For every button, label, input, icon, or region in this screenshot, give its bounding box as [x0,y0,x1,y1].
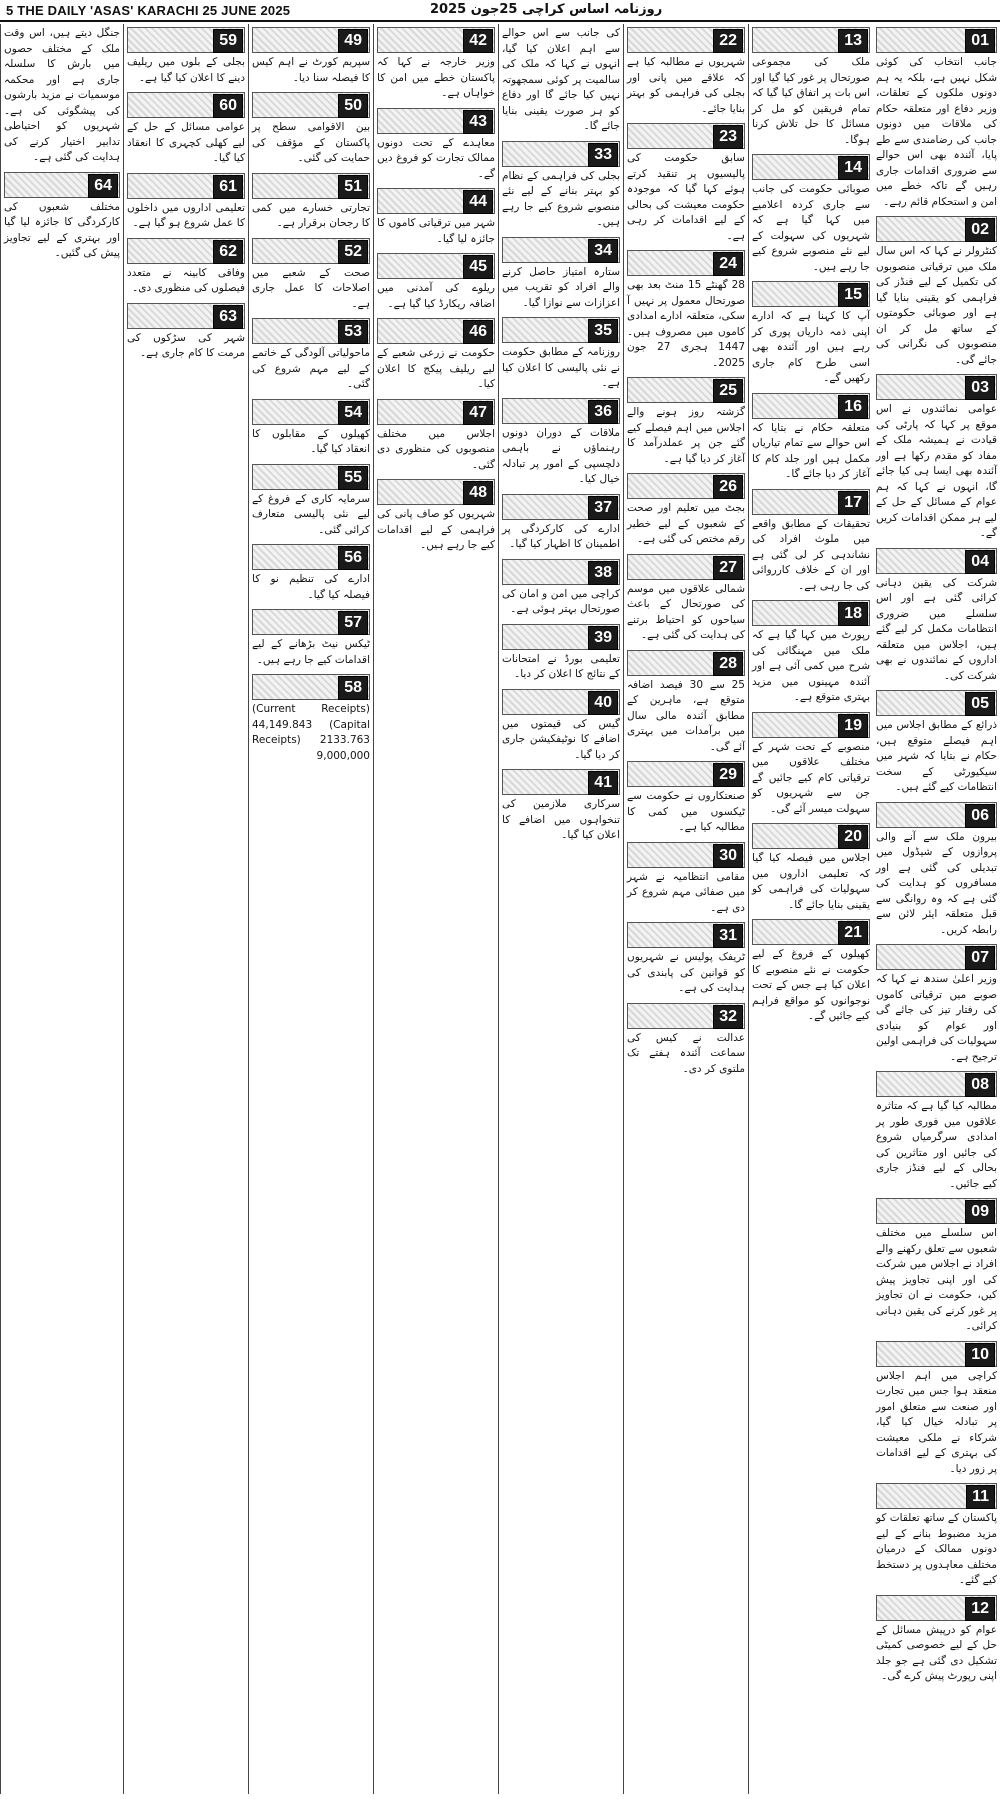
item-number-box [127,92,245,118]
news-item-text: شہریوں کو صاف پانی کی فراہمی کے لیے اقدامات کیے جا رہے ہیں۔ [377,508,495,551]
news-item [876,1483,997,1589]
news-item [876,1595,997,1685]
news-item-text: 28 گھنٹے 15 منٹ بعد بھی صورتحال معمول پر نہیں آ سکی، متعلقہ ادارے امدادی کاموں میں مصروف ہیں۔ 1447 ہجری 27 جون 2025۔ [627,279,746,369]
item-number-badge: 18 [838,602,868,626]
news-item [627,377,745,467]
news-item [252,464,370,539]
news-item [377,108,495,183]
item-number-badge: 42 [463,29,493,53]
news-item [876,1071,997,1192]
item-number-box [252,544,370,570]
item-number-box [876,27,997,53]
item-number-box [627,377,745,403]
item-number-box [252,92,370,118]
news-item-text: تجارتی خسارے میں کمی کا رجحان برقرار ہے۔ [252,201,370,229]
item-number-badge: 53 [338,320,368,344]
item-number-box [752,919,870,945]
item-number-badge: 16 [838,395,868,419]
item-number-badge: 37 [588,496,618,520]
news-item-text: حکومت نے زرعی شعبے کے لیے ریلیف پیکج کا اعلان کیا۔ [377,347,495,390]
item-number-box [627,123,745,149]
item-number-badge: 55 [338,466,368,490]
item-number-box [252,173,370,199]
news-item [876,944,997,1065]
news-item [627,250,745,371]
news-item-text: مقامی انتظامیہ نے شہر میں صفائی مہم شروع کر دی ہے۔ [627,870,745,914]
item-number-badge: 11 [966,1485,995,1509]
news-item-text: عوامی مسائل کے حل کے لیے کھلی کچہری کا انعقاد کیا گیا۔ [127,121,245,164]
item-number-box [502,141,620,167]
news-item [627,554,745,644]
item-number-box [752,489,870,515]
news-column [498,24,623,1794]
item-number-box [876,1071,997,1097]
item-number-box [252,674,370,700]
item-number-box [752,600,870,626]
item-number-badge: 06 [965,804,995,828]
item-number-badge: 45 [463,255,493,279]
item-number-badge: 52 [338,240,368,264]
item-number-box [377,399,495,425]
item-number-box [876,802,997,828]
news-item-text: بیرون ملک سے آنے والی پروازوں کے شیڈول میں تبدیلی کی گئی ہے اور مسافروں کو ہدایت کی گئی ہے کہ وہ روانگی سے قبل متعلقہ ایئر لائن سے رابطہ کریں۔ [876,830,997,936]
item-number-box [752,823,870,849]
news-item [377,253,495,312]
item-number-badge: 15 [838,283,868,307]
news-item [876,690,997,796]
item-number-badge: 28 [713,652,743,676]
news-item [127,92,245,167]
news-item [252,399,370,458]
item-number-badge: 04 [965,550,995,574]
item-number-box [627,1003,745,1029]
news-item-text: صنعتکاروں نے حکومت سے ٹیکسوں میں کمی کا مطالبہ کیا ہے۔ [627,790,745,833]
news-item-text: گزشتہ روز ہونے والے اجلاس میں اہم فیصلے کیے گئے جن پر عملدرآمد کا آغاز کر دیا گیا ہے۔ [627,406,745,465]
item-number-badge: 41 [588,771,618,795]
news-column [623,24,748,1794]
item-number-badge: 22 [713,29,743,53]
news-item [752,393,870,483]
news-item-text: کھیلوں کے فروغ کے لیے حکومت نے نئے منصوبے کا اعلان کیا ہے جس کے تحت نوجوانوں کو مواقع فراہم کیے جائیں گے۔ [752,948,870,1022]
news-item-text: معاہدے کے تحت دونوں ممالک تجارت کو فروغ دیں گے۔ [377,136,495,180]
news-column [873,24,1000,1794]
item-number-badge: 47 [463,401,493,425]
news-item [127,173,245,232]
news-item [752,489,870,595]
item-number-box [4,172,120,198]
news-item [377,399,495,474]
item-number-badge: 26 [713,475,743,499]
item-number-badge: 34 [588,239,618,263]
news-item-text: ماحولیاتی آلودگی کے خاتمے کے لیے مہم شروع کی گئی۔ [252,347,370,390]
item-number-box [377,253,495,279]
item-number-box [876,216,997,242]
news-item-text: ادارے کی کارکردگی پر اطمینان کا اظہار کیا گیا۔ [502,522,620,550]
item-number-badge: 38 [588,561,618,585]
news-item-text: سابق حکومت کی پالیسیوں پر تنقید کرتے ہوئے کہا گیا کہ موجودہ حکومت معیشت کی بحالی کے لیے اقدامات کر رہی ہے۔ [627,152,745,242]
item-number-box [502,624,620,650]
news-item [876,216,997,368]
item-number-box [627,650,745,676]
item-number-box [627,27,745,53]
news-item [502,689,620,764]
item-number-badge: 49 [338,29,368,53]
news-item-text: سپریم کورٹ نے اہم کیس کا فیصلہ سنا دیا۔ [252,56,370,84]
item-number-badge: 64 [88,174,118,198]
item-number-box [127,303,245,329]
item-number-box [876,944,997,970]
news-item-text: عوامی نمائندوں نے اس موقع پر کہا کہ پارٹی کی قیادت نے ہمیشہ ملک کے مفاد کو مقدم رکھا ہے اور آئندہ بھی ایسا ہی کیا جائے گا، انہوں نے کہا کہ ہم عوام کے مسائل کے حل کے لیے ہر ممکن اقدامات کریں گے۔ [876,403,997,539]
news-item-text: ستارہ امتیاز حاصل کرنے والے افراد کو تقریب میں اعزازات سے نوازا گیا۔ [502,265,620,309]
news-item [377,479,495,554]
item-number-box [502,559,620,585]
item-number-box [752,393,870,419]
news-item-text: کراچی میں اہم اجلاس منعقد ہوا جس میں تجارت اور صنعت سے متعلق امور پر تبادلہ خیال کیا گیا، شرکاء نے ملکی معیشت کی بہتری کے لیے اقدامات پر زور دیا۔ [876,1369,997,1475]
news-item-text: وزیر خارجہ نے کہا کہ پاکستان خطے میں امن کا خواہاں ہے۔ [377,56,495,99]
news-column [123,24,248,1794]
news-item-text: عوام کو درپیش مسائل کے حل کے لیے خصوصی کمیٹی تشکیل دی گئی ہے جو جلد اپنی رپورٹ پیش کرے گی۔ [876,1623,997,1682]
item-number-box [252,238,370,264]
news-item-text: اجلاس میں مختلف منصوبوں کی منظوری دی گئی۔ [377,427,495,471]
item-number-badge: 36 [588,400,618,424]
news-item-text: ادارے کی تنظیم نو کا فیصلہ کیا گیا۔ [252,573,370,601]
news-column [373,24,498,1794]
news-item-text: گیس کی قیمتوں میں اضافے کا نوٹیفکیشن جاری کر دیا گیا۔ [502,717,620,761]
news-item-text: اجلاس میں فیصلہ کیا گیا کہ تعلیمی اداروں میں سہولیات کی فراہمی کو یقینی بنایا جائے گا۔ [752,852,870,911]
item-number-badge: 09 [965,1200,995,1224]
news-item [876,548,997,685]
news-item-text: متعلقہ حکام نے بتایا کہ اس حوالے سے تمام تیاریاں مکمل ہیں اور جلد کام کا آغاز کر دیا جائے گا۔ [752,421,870,480]
news-item [502,624,620,683]
news-item-text: بجٹ میں تعلیم اور صحت کے شعبوں کے لیے خطیر رقم مختص کی گئی ہے۔ [627,502,745,545]
item-number-box [752,712,870,738]
news-item [752,27,870,148]
news-item-text: بین الاقوامی سطح پر پاکستان کے مؤقف کی حمایت کی گئی۔ [252,121,370,164]
news-item [502,769,620,844]
item-number-badge: 13 [838,29,868,53]
news-item-text: سرکاری ملازمین کی تنخواہوں میں اضافے کا اعلان کیا گیا۔ [502,798,620,841]
news-item-text: روزنامہ کے مطابق حکومت نے نئی پالیسی کا اعلان کیا ہے۔ [502,346,620,389]
news-item [502,494,620,553]
item-number-box [252,464,370,490]
news-item-text: کنٹرولر نے کہا کہ اس سال ملک میں ترقیاتی منصوبوں کی تکمیل کے لیے فنڈز کی فراہمی کو یقینی بنایا گیا ہے اور صوبائی حکومتوں کے ساتھ مل کر ان منصوبوں کی نگرانی کی جائے گی۔ [876,245,997,366]
item-number-badge: 58 [338,676,368,700]
item-number-badge: 33 [588,143,618,167]
news-item-text: عدالت نے کیس کی سماعت آئندہ ہفتے تک ملتوی کر دی۔ [627,1031,745,1075]
news-item-text: ٹیکس نیٹ بڑھانے کے لیے اقدامات کیے جا رہے ہیں۔ [252,638,370,666]
item-number-badge: 17 [838,491,868,515]
item-number-badge: 43 [463,110,493,134]
item-number-badge: 44 [463,190,493,214]
news-item-text: رپورٹ میں کہا گیا ہے کہ ملک میں مہنگائی کی شرح میں کمی آئی ہے اور آئندہ مہینوں میں مزید بہتری متوقع ہے۔ [752,629,870,703]
news-item-text: کراچی میں امن و امان کی صورتحال بہتر ہوئی ہے۔ [502,587,620,615]
item-number-badge: 56 [338,546,368,570]
news-item-text: (Current Receipts) 44,149.843 (Capital Receipts) 2133.763 9,000,000 [252,703,370,762]
news-item-text: جانب انتخاب کی کوئی شکل نہیں ہے، بلکہ یہ ہم دونوں ملکوں کے تعلقات، وزیر دفاع اور متعلقہ حکام کی ملاقات میں دونوں جانب کی رضامندی سے طے پایا، آئندہ بھی اس حوالے سے ضروری اقدامات جاری رہیں گے تاکہ خطے میں امن و استحکام قائم رہے۔ [876,56,997,208]
news-item [127,27,245,86]
news-item-text: ٹریفک پولیس نے شہریوں کو قوانین کی پابندی کی ہدایت کی ہے۔ [627,951,745,994]
news-item-text: ملاقات کے دوران دونوں رہنماؤں نے باہمی دلچسپی کے امور پر تبادلہ خیال کیا۔ [502,426,620,485]
news-item [377,27,495,102]
item-number-badge: 59 [213,29,243,53]
news-item-text: شمالی علاقوں میں موسم کی صورتحال کے باعث سیاحوں کو احتیاط برتنے کی ہدایت کی گئی ہے۔ [627,582,745,641]
item-number-badge: 31 [713,924,743,948]
masthead-english: 5 THE DAILY 'ASAS' KARACHI 25 JUNE 2025 [6,3,291,18]
item-number-box [502,398,620,424]
news-item-text: مختلف شعبوں کی کارکردگی کا جائزہ لیا گیا اور بہتری کے لیے تجاویز پیش کی گئیں۔ [4,200,120,259]
news-item [752,281,870,387]
news-item [876,1198,997,1335]
item-number-box [752,154,870,180]
item-number-badge: 20 [838,825,868,849]
item-number-badge: 39 [588,626,618,650]
item-number-box [876,1483,997,1509]
news-item-text: ملک کی مجموعی صورتحال پر غور کیا گیا اور اس بات پر اتفاق کیا گیا کہ تمام فریقین کو مل کر مسائل کا حل تلاش کرنا ہوگا۔ [752,56,870,146]
item-number-box [502,769,620,795]
item-number-badge: 19 [838,714,868,738]
news-item [502,398,620,488]
news-column [248,24,373,1794]
news-item [876,802,997,939]
news-item [252,27,370,86]
item-number-box [502,689,620,715]
news-item-text: شہر کی سڑکوں کی مرمت کا کام جاری ہے۔ [127,331,245,359]
item-number-badge: 30 [713,844,743,868]
item-number-badge: 14 [838,156,868,180]
news-item [627,650,745,756]
item-number-box [502,494,620,520]
item-number-box [627,761,745,787]
item-number-box [876,690,997,716]
news-item [502,26,620,135]
item-number-badge: 57 [338,611,368,635]
news-item [752,712,870,818]
news-column [0,24,123,1794]
news-item-text: اس سلسلے میں مختلف شعبوں سے تعلق رکھنے والے افراد نے اجلاس میں شرکت کی اور اپنی تجاویز پیش کیں، حکومت نے ان تجاویز پر غور کرنے کی یقین دہانی کرائی۔ [876,1227,997,1332]
news-item-text: تعلیمی بورڈ نے امتحانات کے نتائج کا اعلان کر دیا۔ [502,652,620,680]
news-item [377,188,495,247]
news-item [252,544,370,603]
news-item [627,761,745,836]
news-item [252,674,370,764]
news-item-text: صوبائی حکومت کی جانب سے جاری کردہ اعلامیے میں کہا گیا ہے کہ شہریوں کی سہولت کے لیے نئے منصوبے شروع کیے جا رہے ہیں۔ [752,183,870,273]
news-item [377,318,495,393]
item-number-box [627,554,745,580]
news-column [748,24,873,1794]
news-item-text: آپ کا کہنا ہے کہ ادارے اپنی ذمہ داریاں پوری کر رہے ہیں اور آئندہ بھی اسی طرح کام جاری رکھیں گے۔ [752,310,870,384]
item-number-box [876,1595,997,1621]
item-number-box [876,374,997,400]
item-number-badge: 08 [965,1073,995,1097]
item-number-badge: 24 [713,252,743,276]
news-item-text: سرمایہ کاری کے فروغ کے لیے نئی پالیسی متعارف کرائی گئی۔ [252,492,370,536]
item-number-box [252,609,370,635]
item-number-box [377,108,495,134]
item-number-box [127,238,245,264]
item-number-box [377,27,495,53]
news-item [752,919,870,1025]
item-number-box [627,842,745,868]
news-item-text: شہر میں ترقیاتی کاموں کا جائزہ لیا گیا۔ [377,217,495,245]
news-item-text: بجلی کے بلوں میں ریلیف دینے کا اعلان کیا گیا ہے۔ [127,56,245,84]
item-number-box [127,173,245,199]
item-number-box [377,318,495,344]
news-item [502,237,620,312]
item-number-badge: 62 [213,240,243,264]
news-item-text: تحقیقات کے مطابق واقعے میں ملوث افراد کی نشاندہی کر لی گئی ہے اور ان کے خلاف کارروائی کی جا رہی ہے۔ [752,517,870,592]
news-item [627,27,745,117]
item-number-box [252,399,370,425]
news-item-text: صحت کے شعبے میں اصلاحات کا عمل جاری ہے۔ [252,266,370,310]
item-number-badge: 63 [213,305,243,329]
item-number-box [752,281,870,307]
item-number-box [876,1198,997,1224]
news-item-text: جنگل دیتے ہیں، اس وقت ملک کے مختلف حصوں میں بارش کا سلسلہ جاری ہے اور محکمہ موسمیات نے مزید بارشوں کی پیشگوئی کی ہے۔ شہریوں کو احتیاطی تدابیر اختیار کرنے کی ہدایت کی گئی ہے۔ [4,27,120,163]
item-number-badge: 32 [713,1005,743,1029]
news-item [752,600,870,706]
news-item-text: شرکت کی یقین دہانی کرائی گئی ہے اور اس سلسلے میں ضروری انتظامات مکمل کر لیے گئے ہیں، اجلاس میں متعلقہ اداروں کے نمائندوں نے بھی شرکت کی۔ [876,576,997,682]
item-number-badge: 35 [588,319,618,343]
item-number-box [627,922,745,948]
item-number-box [876,1341,997,1367]
news-item [627,842,745,917]
item-number-box [377,479,495,505]
item-number-badge: 50 [338,94,368,118]
news-item [627,123,745,244]
news-item [252,609,370,668]
news-item-text: مطالبہ کیا گیا ہے کہ متاثرہ علاقوں میں فوری طور پر امدادی سرگرمیاں شروع کی جائیں اور متاثرین کی بحالی کے لیے فنڈز جاری کیے جائیں۔ [876,1100,997,1190]
news-item [627,473,745,548]
masthead [0,0,1000,22]
item-number-box [252,27,370,53]
item-number-badge: 10 [965,1343,995,1367]
news-item [627,1003,745,1078]
item-number-badge: 12 [965,1597,995,1621]
news-item [627,922,745,997]
news-item [876,1341,997,1478]
item-number-badge: 46 [463,320,493,344]
item-number-box [876,548,997,574]
item-number-badge: 29 [713,763,743,787]
item-number-badge: 40 [588,691,618,715]
news-item-text: شہریوں نے مطالبہ کیا ہے کہ علاقے میں پانی اور بجلی کی فراہمی کو بہتر بنایا جائے۔ [627,56,745,115]
news-item [752,154,870,275]
item-number-badge: 03 [965,376,995,400]
news-item [252,173,370,232]
news-item [876,374,997,542]
item-number-badge: 21 [838,921,868,945]
item-number-badge: 23 [713,125,743,149]
item-number-box [252,318,370,344]
news-item-text: ریلوے کی آمدنی میں اضافہ ریکارڈ کیا گیا ہے۔ [377,282,495,310]
news-item [876,27,997,210]
news-item-text: 25 سے 30 فیصد اضافہ متوقع ہے، ماہرین کے مطابق آئندہ مالی سال میں برآمدات میں بہتری آئے گی۔ [627,678,745,753]
news-item-text: کی جانب سے اس حوالے سے اہم اعلان کیا گیا، انہوں نے کہا کہ ملک کی سالمیت پر کوئی سمجھوتہ نہیں کیا جائے گا اور دفاع کو ہر صورت یقینی بنایا جائے گا۔ [502,27,620,132]
news-item [252,238,370,313]
news-item [127,303,245,362]
news-item-text: وفاقی کابینہ نے متعدد فیصلوں کی منظوری دی۔ [127,266,245,294]
item-number-badge: 60 [213,94,243,118]
item-number-badge: 54 [338,401,368,425]
news-item-text: تعلیمی اداروں میں داخلوں کا عمل شروع ہو گیا ہے۔ [127,201,245,229]
item-number-box [377,188,495,214]
news-item-text: کھیلوں کے مقابلوں کا انعقاد کیا گیا۔ [252,427,370,455]
item-number-badge: 07 [965,946,995,970]
item-number-badge: 61 [213,175,243,199]
item-number-box [127,27,245,53]
news-item [752,823,870,913]
news-item-text: بجلی کی فراہمی کے نظام کو بہتر بنانے کے لیے نئے منصوبے شروع کیے جا رہے ہیں۔ [502,169,620,228]
news-item-text: وزیر اعلیٰ سندھ نے کہا کہ صوبے میں ترقیاتی کاموں کی رفتار تیز کی جائے گی اور عوام کو بنیادی سہولیات کی فراہمی اولین ترجیح ہے۔ [876,973,997,1063]
item-number-box [627,250,745,276]
item-number-badge: 01 [965,29,995,53]
item-number-box [627,473,745,499]
news-item [4,26,120,166]
item-number-badge: 05 [965,692,995,716]
item-number-box [502,237,620,263]
news-item [502,141,620,231]
news-item-text: منصوبے کے تحت شہر کے مختلف علاقوں میں ترقیاتی کام کیے جائیں گے جن سے شہریوں کو سہولت میسر آئے گی۔ [752,740,870,815]
item-number-badge: 51 [338,175,368,199]
item-number-box [502,317,620,343]
item-number-badge: 48 [463,481,493,505]
news-item [252,318,370,393]
news-item [4,172,120,262]
item-number-box [752,27,870,53]
news-item [502,559,620,618]
news-item [502,317,620,392]
item-number-badge: 27 [713,556,743,580]
news-item-text: پاکستان کے ساتھ تعلقات کو مزید مضبوط بنانے کے لیے دونوں ممالک کے درمیان مختلف معاہدوں پر دستخط کیے گئے۔ [876,1512,997,1586]
masthead-urdu: روزنامہ اساس کراچی 25جون 2025 [430,2,663,17]
news-item [252,92,370,167]
item-number-badge: 25 [713,379,743,403]
item-number-badge: 02 [965,218,995,242]
news-item-text: ذرائع کے مطابق اجلاس میں اہم فیصلے متوقع ہیں، حکام نے بتایا کہ شہر میں سیکیورٹی کے سخت انتظامات کیے گئے ہیں۔ [876,719,997,793]
news-item [127,238,245,297]
